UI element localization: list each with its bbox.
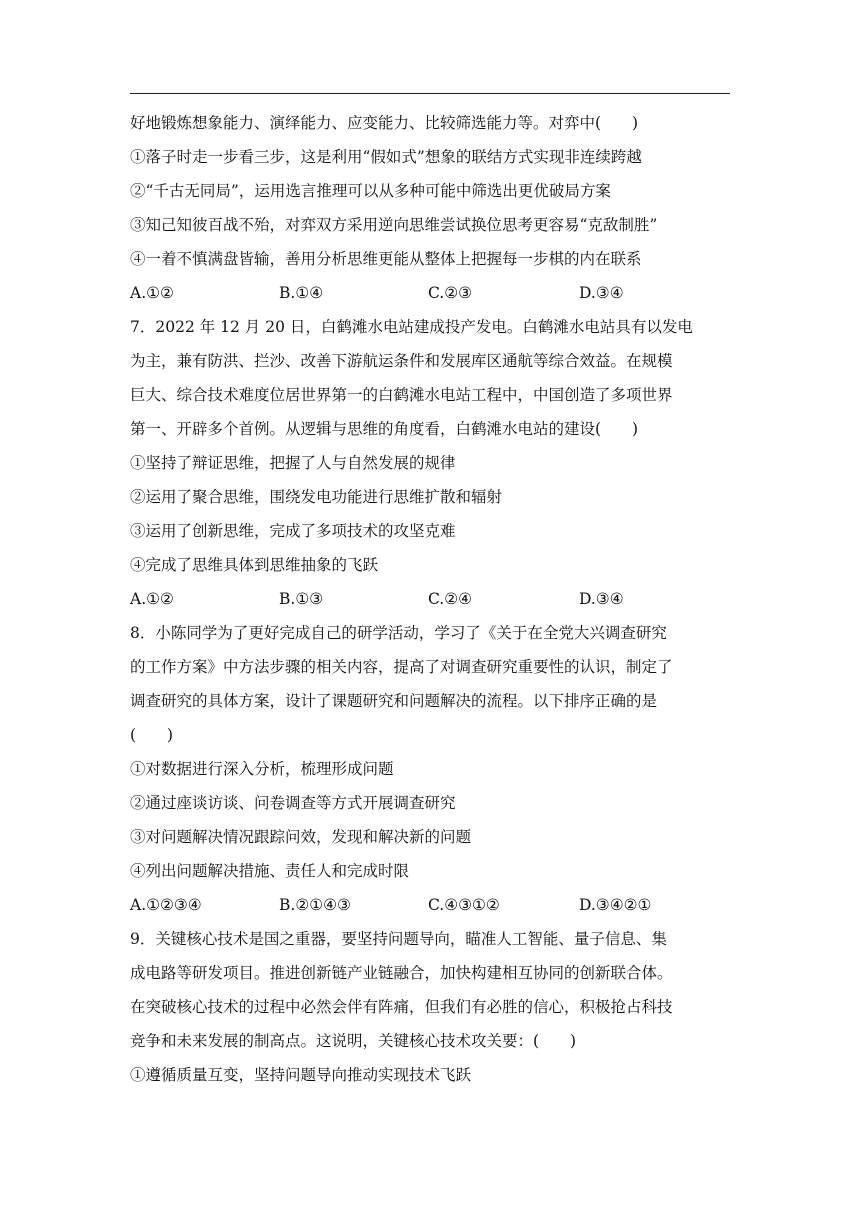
- q7-option-c: C.②④: [428, 590, 473, 608]
- q6-item-2: ②“千古无同局”，运用选言推理可以从多种可能中筛选出更优破局方案: [130, 182, 611, 200]
- q8-option-c: C.④③①②: [428, 896, 500, 914]
- q8-option-a: A.①②③④: [130, 896, 202, 914]
- q7-options: [130, 582, 730, 616]
- q7-stem-line-2: 为主，兼有防洪、拦沙、改善下游航运条件和发展库区通航等综合效益。在规模: [130, 352, 673, 370]
- q8-item-2: ②通过座谈访谈、问卷调查等方式开展调查研究: [130, 794, 456, 812]
- q6-option-b: B.①④: [279, 284, 324, 302]
- q8-item-3: ③对问题解决情况跟踪问效，发现和解决新的问题: [130, 828, 472, 846]
- q8-stem-line-3: 调查研究的具体方案，设计了课题研究和问题解决的流程。以下排序正确的是: [130, 692, 658, 710]
- q7-stem-line-4: 第一、开辟多个首例。从逻辑与思维的角度看，白鹤滩水电站的建设( ): [130, 420, 639, 438]
- q9-stem-line-3: 在突破核心技术的过程中必然会伴有阵痛，但我们有必胜的信心，积极抢占科技: [130, 998, 673, 1016]
- q7-option-d: D.③④: [579, 590, 624, 608]
- q7-stem-line-3: 巨大、综合技术难度位居世界第一的白鹤滩水电站工程中，中国创造了多项世界: [130, 386, 673, 404]
- q7-item-4: ④完成了思维具体到思维抽象的飞跃: [130, 556, 379, 574]
- q8-stem-line-4: ( ): [130, 726, 174, 744]
- header-rule: [130, 93, 730, 94]
- q6-item-1: ①落子时走一步看三步，这是利用“假如式”想象的联结方式实现非连续跨越: [130, 148, 642, 166]
- q8-stem-line-1: 8．小陈同学为了更好完成自己的研学活动，学习了《关于在全党大兴调查研究: [130, 624, 667, 642]
- q6-option-d: D.③④: [579, 284, 624, 302]
- q9-stem-line-1: 9．关键核心技术是国之重器，要坚持问题导向，瞄准人工智能、量子信息、集: [130, 930, 667, 948]
- q6-options: [130, 276, 730, 310]
- q8-item-1: ①对数据进行深入分析，梳理形成问题: [130, 760, 394, 778]
- q8-stem-line-2: 的工作方案》中方法步骤的相关内容，提高了对调查研究重要性的认识，制定了: [130, 658, 673, 676]
- q9-item-1: ①遵循质量互变，坚持问题导向推动实现技术飞跃: [130, 1066, 472, 1084]
- q7-stem-line-1: 7．2022 年 12 月 20 日，白鹤滩水电站建成投产发电。白鹤滩水电站具有以发电: [130, 318, 693, 336]
- q6-option-c: C.②③: [428, 284, 473, 302]
- page-content: [130, 106, 730, 1092]
- q6-item-4: ④一着不慎满盘皆输，善用分析思维更能从整体上把握每一步棋的内在联系: [130, 250, 642, 268]
- q7-option-a: A.①②: [130, 590, 174, 608]
- q8-options: [130, 888, 730, 922]
- q6-item-3: ③知己知彼百战不殆，对弈双方采用逆向思维尝试换位思考更容易“克敌制胜”: [130, 216, 658, 234]
- q7-option-b: B.①③: [279, 590, 324, 608]
- q9-stem-line-2: 成电路等研发项目。推进创新链产业链融合，加快构建相互协同的创新联合体。: [130, 964, 673, 982]
- q7-item-1: ①坚持了辩证思维，把握了人与自然发展的规律: [130, 454, 456, 472]
- q8-option-d: D.③④②①: [579, 896, 652, 914]
- q8-item-4: ④列出问题解决措施、责任人和完成时限: [130, 862, 410, 880]
- q7-item-2: ②运用了聚合思维，围绕发电功能进行思维扩散和辐射: [130, 488, 503, 506]
- q8-option-b: B.②①④③: [279, 896, 351, 914]
- q9-stem-line-4: 竞争和未来发展的制高点。这说明，关键核心技术攻关要：( ): [130, 1032, 577, 1050]
- q6-stem-tail: 好地锻炼想象能力、演绎能力、应变能力、比较筛选能力等。对弈中( ): [130, 114, 639, 132]
- q6-option-a: A.①②: [130, 284, 174, 302]
- q7-item-3: ③运用了创新思维，完成了多项技术的攻坚克难: [130, 522, 456, 540]
